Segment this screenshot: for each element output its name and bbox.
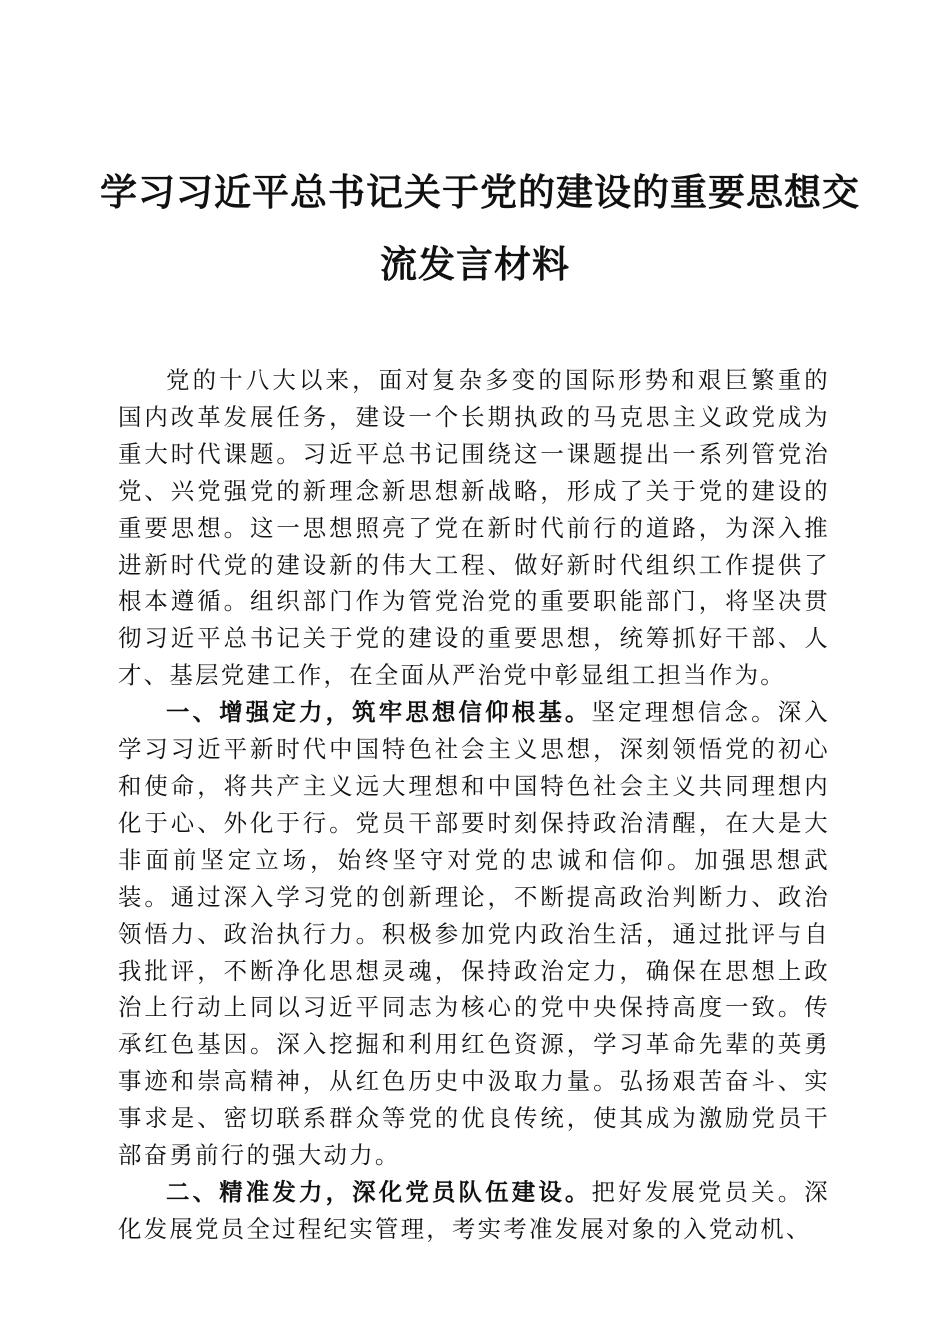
document-body (118, 362, 830, 1248)
intro-paragraph: 党的十八大以来，面对复杂多变的国际形势和艰巨繁重的国内改革发展任务，建设一个长期执政的马克思主义政党成为重大时代课题。习近平总书记围绕这一课题提出一系列管党治党、兴党强党的新理念新思想新战略，形成了关于党的建设的重要思想。这一思想照亮了党在新时代前行的道路，为深入推进新时代党的建设新的伟大工程、做好新时代组织工作提供了根本遵循。组织部门作为管党治党的重要职能部门，将坚决贯彻习近平总书记关于党的建设的重要思想，统筹抓好干部、人才、基层党建工作，在全面从严治党中彰显组工担当作为。 (118, 366, 830, 690)
section-text-1: 坚定理想信念。深入学习习近平新时代中国特色社会主义思想，深刻领悟党的初心和使命，将共产主义远大理想和中国特色社会主义共同理想内化于心、外化于行。党员干部要时刻保持政治清醒，在大是大非面前坚定立场，始终坚守对党的忠诚和信仰。加强思想武装。通过深入学习党的创新理论，不断提高政治判断力、政治领悟力、政治执行力。积极参加党内政治生活，通过批评与自我批评，不断净化思想灵魂，保持政治定力，确保在思想上政治上行动上同以习近平同志为核心的党中央保持高度一致。传承红色基因。深入挖掘和利用红色资源，学习革命先辈的英勇事迹和崇高精神，从红色历史中汲取力量。弘扬艰苦奋斗、实事求是、密切联系群众等党的优良传统，使其成为激励党员干部奋勇前行的强大动力。 (118, 698, 830, 1170)
section-paragraph-2 (118, 1174, 830, 1248)
document-title-line-2: 流发言材料 (380, 242, 570, 286)
section-heading-2: 二、精准发力，深化党员队伍建设。 (166, 1177, 592, 1206)
document-title-line-1: 学习习近平总书记关于党的建设的重要思想交 (100, 170, 860, 214)
section-paragraph-1 (118, 694, 830, 1174)
section-heading-1: 一、增强定力，筑牢思想信仰根基。 (166, 698, 592, 727)
section-text-2: 把好发展党员关。深化发展党员全过程纪实管理，考实考准发展对象的入党动机、 (118, 1177, 830, 1243)
